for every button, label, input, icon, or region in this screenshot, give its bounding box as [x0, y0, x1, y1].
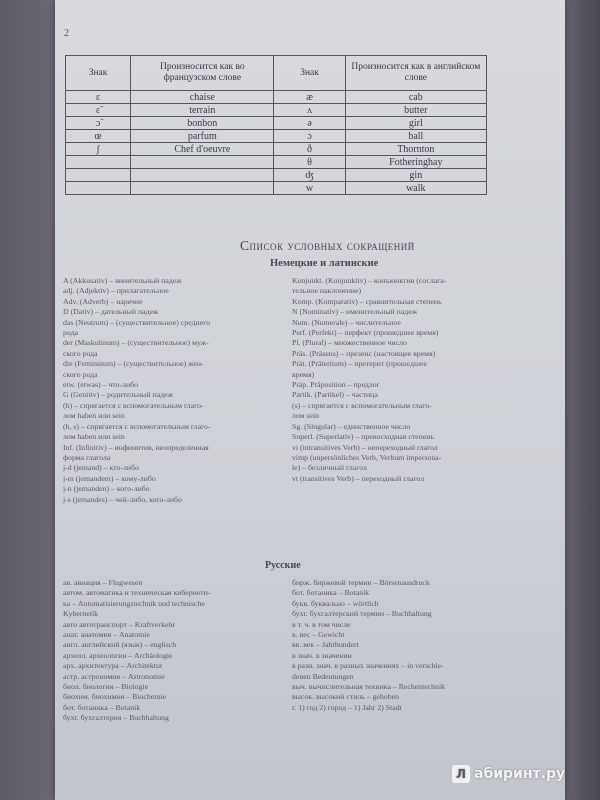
abbrev-line: G (Genitiv) – родительный падеж	[63, 390, 173, 400]
table-cell: ʌ	[274, 104, 345, 117]
abbrev-line: Präp. Präposition – предлог	[292, 380, 380, 390]
abbrev-line: denen Bedeutungen	[292, 671, 354, 681]
abbrev-line: Kybernetik	[63, 609, 99, 619]
abbrev-line: Konjunkt. (Konjunktiv) – конъюнктив (сослага-	[292, 276, 447, 285]
abbrev-line: бухг. бухгалтерский термин – Buchhaltung	[292, 609, 432, 619]
abbrev-line: Adv. (Adverb) – наречие	[63, 296, 143, 306]
labirint-watermark-logo	[452, 765, 565, 783]
german-abbrev-left-column	[63, 276, 278, 505]
abbrev-line: j-d (jemand) – кто-либо	[63, 463, 139, 473]
table-cell: parfum	[131, 130, 274, 143]
russian-abbrev-right-column	[292, 578, 492, 713]
abbrev-line: арх. архитектура – Architektur	[63, 661, 163, 671]
abbrev-line: le) – безличный глагол	[292, 463, 367, 473]
abbrev-line: Superl. (Superlativ) – превосходная степень	[292, 432, 435, 442]
abbrev-line: лом sein	[292, 411, 320, 421]
abbrev-line: в. вес – Gewicht	[292, 630, 345, 640]
abbrev-line: выч. вычислительная техника – Rechentechnik	[292, 682, 446, 692]
abbrev-line: бот. ботаника – Botanik	[63, 702, 141, 712]
abbrev-line: j-m (jemandem) – кому-либо	[63, 473, 156, 483]
abbrev-line: (h, s) – спрягается с вспомогательным глаго-	[63, 421, 211, 431]
table-cell: chaise	[131, 91, 274, 104]
section-heading-russian: Русские	[265, 560, 301, 571]
abbrev-line: биохим. биохимия – Biochemie	[63, 692, 166, 702]
abbrev-line: лом haben или sein	[63, 432, 125, 442]
page-title: Список условных сокращений	[240, 238, 415, 253]
german-abbrev-right-column	[292, 276, 492, 484]
table-cell: Chef d'oeuvre	[131, 143, 274, 156]
table-cell: ð	[274, 143, 345, 156]
abbrev-line: Präs. (Präsens) – презенс (настоящее время)	[292, 348, 436, 358]
abbrev-line: Prät. (Präteritum) – претерит (прошедшее	[292, 359, 428, 369]
abbrev-line: автом. автоматика и техническая кибернети-	[63, 588, 211, 598]
abbrev-line: Pl. (Plural) – множественное число	[292, 338, 407, 348]
table-cell: gin	[345, 169, 486, 182]
abbrev-line: (h) – спрягается с вспомогательным глаго-	[63, 400, 204, 410]
table-cell: cab	[345, 91, 486, 104]
abbrev-line: j-n (jemanden) – кого-либо	[63, 484, 150, 494]
table-cell: butter	[345, 104, 486, 117]
pronunciation-table	[65, 55, 487, 195]
table-cell: bonbon	[131, 117, 274, 130]
abbrev-line: рода	[63, 328, 78, 338]
abbrev-line: время)	[292, 369, 315, 379]
table-row	[66, 156, 487, 169]
abbrev-line: (s) – спрягается с вспомогательным глаго-	[292, 400, 432, 410]
table-cell: ɛ̃	[66, 104, 131, 117]
table-cell: ball	[345, 130, 486, 143]
abbrev-line: die (Femininum) – (существительное) жен-	[63, 359, 204, 369]
abbrev-line: ка – Automatisierungstechnik und technische	[63, 598, 205, 608]
table-cell: terrain	[131, 104, 274, 117]
abbrev-line: бухг. бухгалтерия – Buchhaltung	[63, 713, 169, 723]
abbrev-line: в знач. в значении	[292, 650, 352, 660]
table-cell: ʃ	[66, 143, 131, 156]
abbrev-line: г. 1) год 2) город – 1) Jahr 2) Stadt	[292, 702, 402, 712]
table-cell	[66, 169, 131, 182]
abbrev-line: adj. (Adjektiv) – прилагательное	[63, 286, 169, 296]
abbrev-line: etw. (etwas) – что-либо	[63, 380, 139, 390]
abbrev-line: тельное наклонение)	[292, 286, 362, 296]
table-cell: Thornton	[345, 143, 486, 156]
table-row	[66, 143, 487, 156]
abbrev-line: ского рода	[63, 369, 98, 379]
table-body	[66, 91, 487, 195]
abbrev-line: ского рода	[63, 348, 98, 358]
abbrev-line: букв. буквально – wörtlich	[292, 598, 379, 608]
table-cell: æ	[274, 91, 345, 104]
abbrev-line: Komp. (Komparativ) – сравнительная степень	[292, 296, 442, 306]
table-cell	[131, 156, 274, 169]
abbrev-line: бирж. биржевой термин – Börsenausdruck	[292, 578, 430, 587]
abbrev-line: археол. археология – Archäologie	[63, 650, 173, 660]
abbrev-line: анат. анатомия – Anatomie	[63, 630, 150, 640]
abbrev-line: der (Maskulinum) – (существительное) муж-	[63, 338, 209, 348]
table-row	[66, 117, 487, 130]
abbrev-line: Partik. (Partikel) – частица	[292, 390, 378, 400]
abbrev-line: бот. ботаника – Botanik	[292, 588, 370, 598]
abbrev-line: vi (intransitives Verb) – непереходный глагол	[292, 442, 438, 452]
table-cell	[131, 169, 274, 182]
table-cell	[66, 182, 131, 195]
abbrev-line: биол. биология – Biologie	[63, 682, 149, 692]
table-cell: Fotheringhay	[345, 156, 486, 169]
page-number: 2	[64, 28, 69, 39]
table-cell: walk	[345, 182, 486, 195]
abbrev-line: vimp (unpersönliches Verb, Verbum impersona-	[292, 452, 442, 462]
abbrev-line: лом haben или sein	[63, 411, 125, 421]
table-cell: girl	[345, 117, 486, 130]
table-cell: ə	[274, 117, 345, 130]
labirint-logo-icon: Л	[452, 765, 470, 783]
russian-abbrev-left-column	[63, 578, 281, 724]
abbrev-line: Perf. (Perfekt) – перфект (прошедшее время)	[292, 328, 439, 338]
abbrev-line: высок. высокий стиль – gehoben	[292, 692, 400, 702]
abbrev-line: вв. век – Jahrhundert	[292, 640, 359, 650]
table-cell: ɔ	[274, 130, 345, 143]
table-header: Произносится как в английском слове	[345, 56, 486, 91]
table-header: Знак	[274, 56, 345, 91]
table-cell: ɛ	[66, 91, 131, 104]
abbrev-line: Sg. (Singular) – единственное число	[292, 421, 411, 431]
table-cell: w	[274, 182, 345, 195]
table-row	[66, 104, 487, 117]
table-row	[66, 91, 487, 104]
abbrev-line: Num. (Numerale) – числительное	[292, 317, 401, 327]
table-row	[66, 169, 487, 182]
table-row	[66, 182, 487, 195]
table-header: Знак	[66, 56, 131, 91]
table-header: Произносится как во французском слове	[131, 56, 274, 91]
table-header-row	[66, 56, 487, 91]
table-cell	[66, 156, 131, 169]
table-cell: θ	[274, 156, 345, 169]
abbrev-line: N (Nominativ) – именительный падеж	[292, 307, 418, 317]
table-cell: œ	[66, 130, 131, 143]
abbrev-line: ав. авиация – Flugwesen	[63, 578, 143, 587]
abbrev-line: форма глагола	[63, 452, 111, 462]
abbrev-line: англ. английский (язык) – englisch	[63, 640, 177, 650]
abbrev-line: в т. ч. в том числе	[292, 619, 351, 629]
table-cell: ʤ	[274, 169, 345, 182]
table-cell	[131, 182, 274, 195]
abbrev-line: das (Neutrum) – (существительное) среднего	[63, 317, 210, 327]
abbrev-line: vt (transitives Verb) – переходный глагол	[292, 473, 425, 483]
logo-text: абиринт.ру	[474, 766, 566, 782]
table-cell: ɔ̃	[66, 117, 131, 130]
abbrev-line: авто автотранспорт – Kraftverkehr	[63, 619, 175, 629]
section-heading-german: Немецкие и латинские	[270, 258, 379, 269]
abbrev-line: D (Dativ) – дательный падеж	[63, 307, 159, 317]
abbrev-line: A (Akkusativ) – винительный падеж	[63, 276, 182, 285]
table-row	[66, 130, 487, 143]
abbrev-line: Inf. (Infinitiv) – инфинитив, неопределенная	[63, 442, 209, 452]
abbrev-line: астр. астрономия – Astronomie	[63, 671, 165, 681]
abbrev-line: в разн. знач. в разных значениях – in verschie-	[292, 661, 444, 671]
abbrev-line: j-s (jemandes) – чей-либо, кого-либо	[63, 494, 182, 504]
